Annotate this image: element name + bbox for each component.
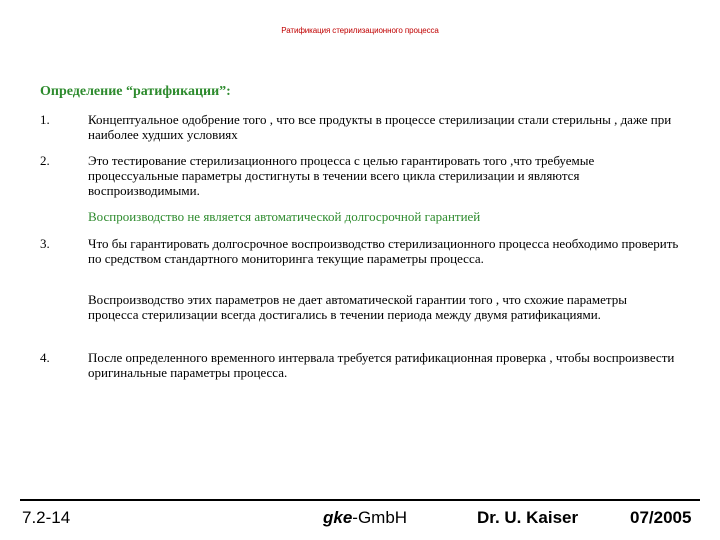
list-item-text: Концептуальное одобрение того , что все продукты в процессе стерилизации стали стерильны , даже при наиболее худших условиях: [88, 112, 672, 142]
list-item-number: 1.: [40, 112, 50, 127]
company-brand: gke: [323, 508, 353, 527]
company-suffix: -GmbH: [352, 508, 408, 527]
slide-date: 07/2005: [630, 508, 692, 527]
company-name: [323, 508, 407, 528]
page-header-title: Ратификация стерилизационного процесса: [281, 26, 439, 35]
list-item-text: Это тестирование стерилизационного процесса с целью гарантировать того ,что требуемые процессуальные параметры достигнуты в течении всего цикла стерилизации и являются воспроизводимыми.: [88, 153, 595, 198]
list-item-number: 3.: [40, 236, 50, 251]
footer-divider: [20, 499, 700, 501]
author-name: Dr. U. Kaiser: [477, 508, 579, 527]
list-item-text: После определенного временного интервала требуется ратификационная проверка , чтобы воспроизвести оригинальные параметры процесса.: [88, 350, 675, 380]
list-item-number: 4.: [40, 350, 50, 365]
definition-heading: Определение “ратификации”:: [40, 84, 231, 99]
list-item-number: 2.: [40, 153, 50, 168]
reproduction-parameters-note: Воспроизводство этих параметров не дает автоматической гарантии того , что схожие параметры процесса стерилизации всегда достигались в течении периода между двумя ратификациями.: [88, 292, 627, 322]
list-item-text: Что бы гарантировать долгосрочное воспроизводство стерилизационного процесса необходимо проверить по средством стандартного мониторинга текущие параметры процесса.: [88, 236, 679, 266]
reproduction-note: Воспроизводство не является автоматической долгосрочной гарантией: [88, 209, 481, 224]
slide-number: 7.2-14: [22, 508, 71, 527]
